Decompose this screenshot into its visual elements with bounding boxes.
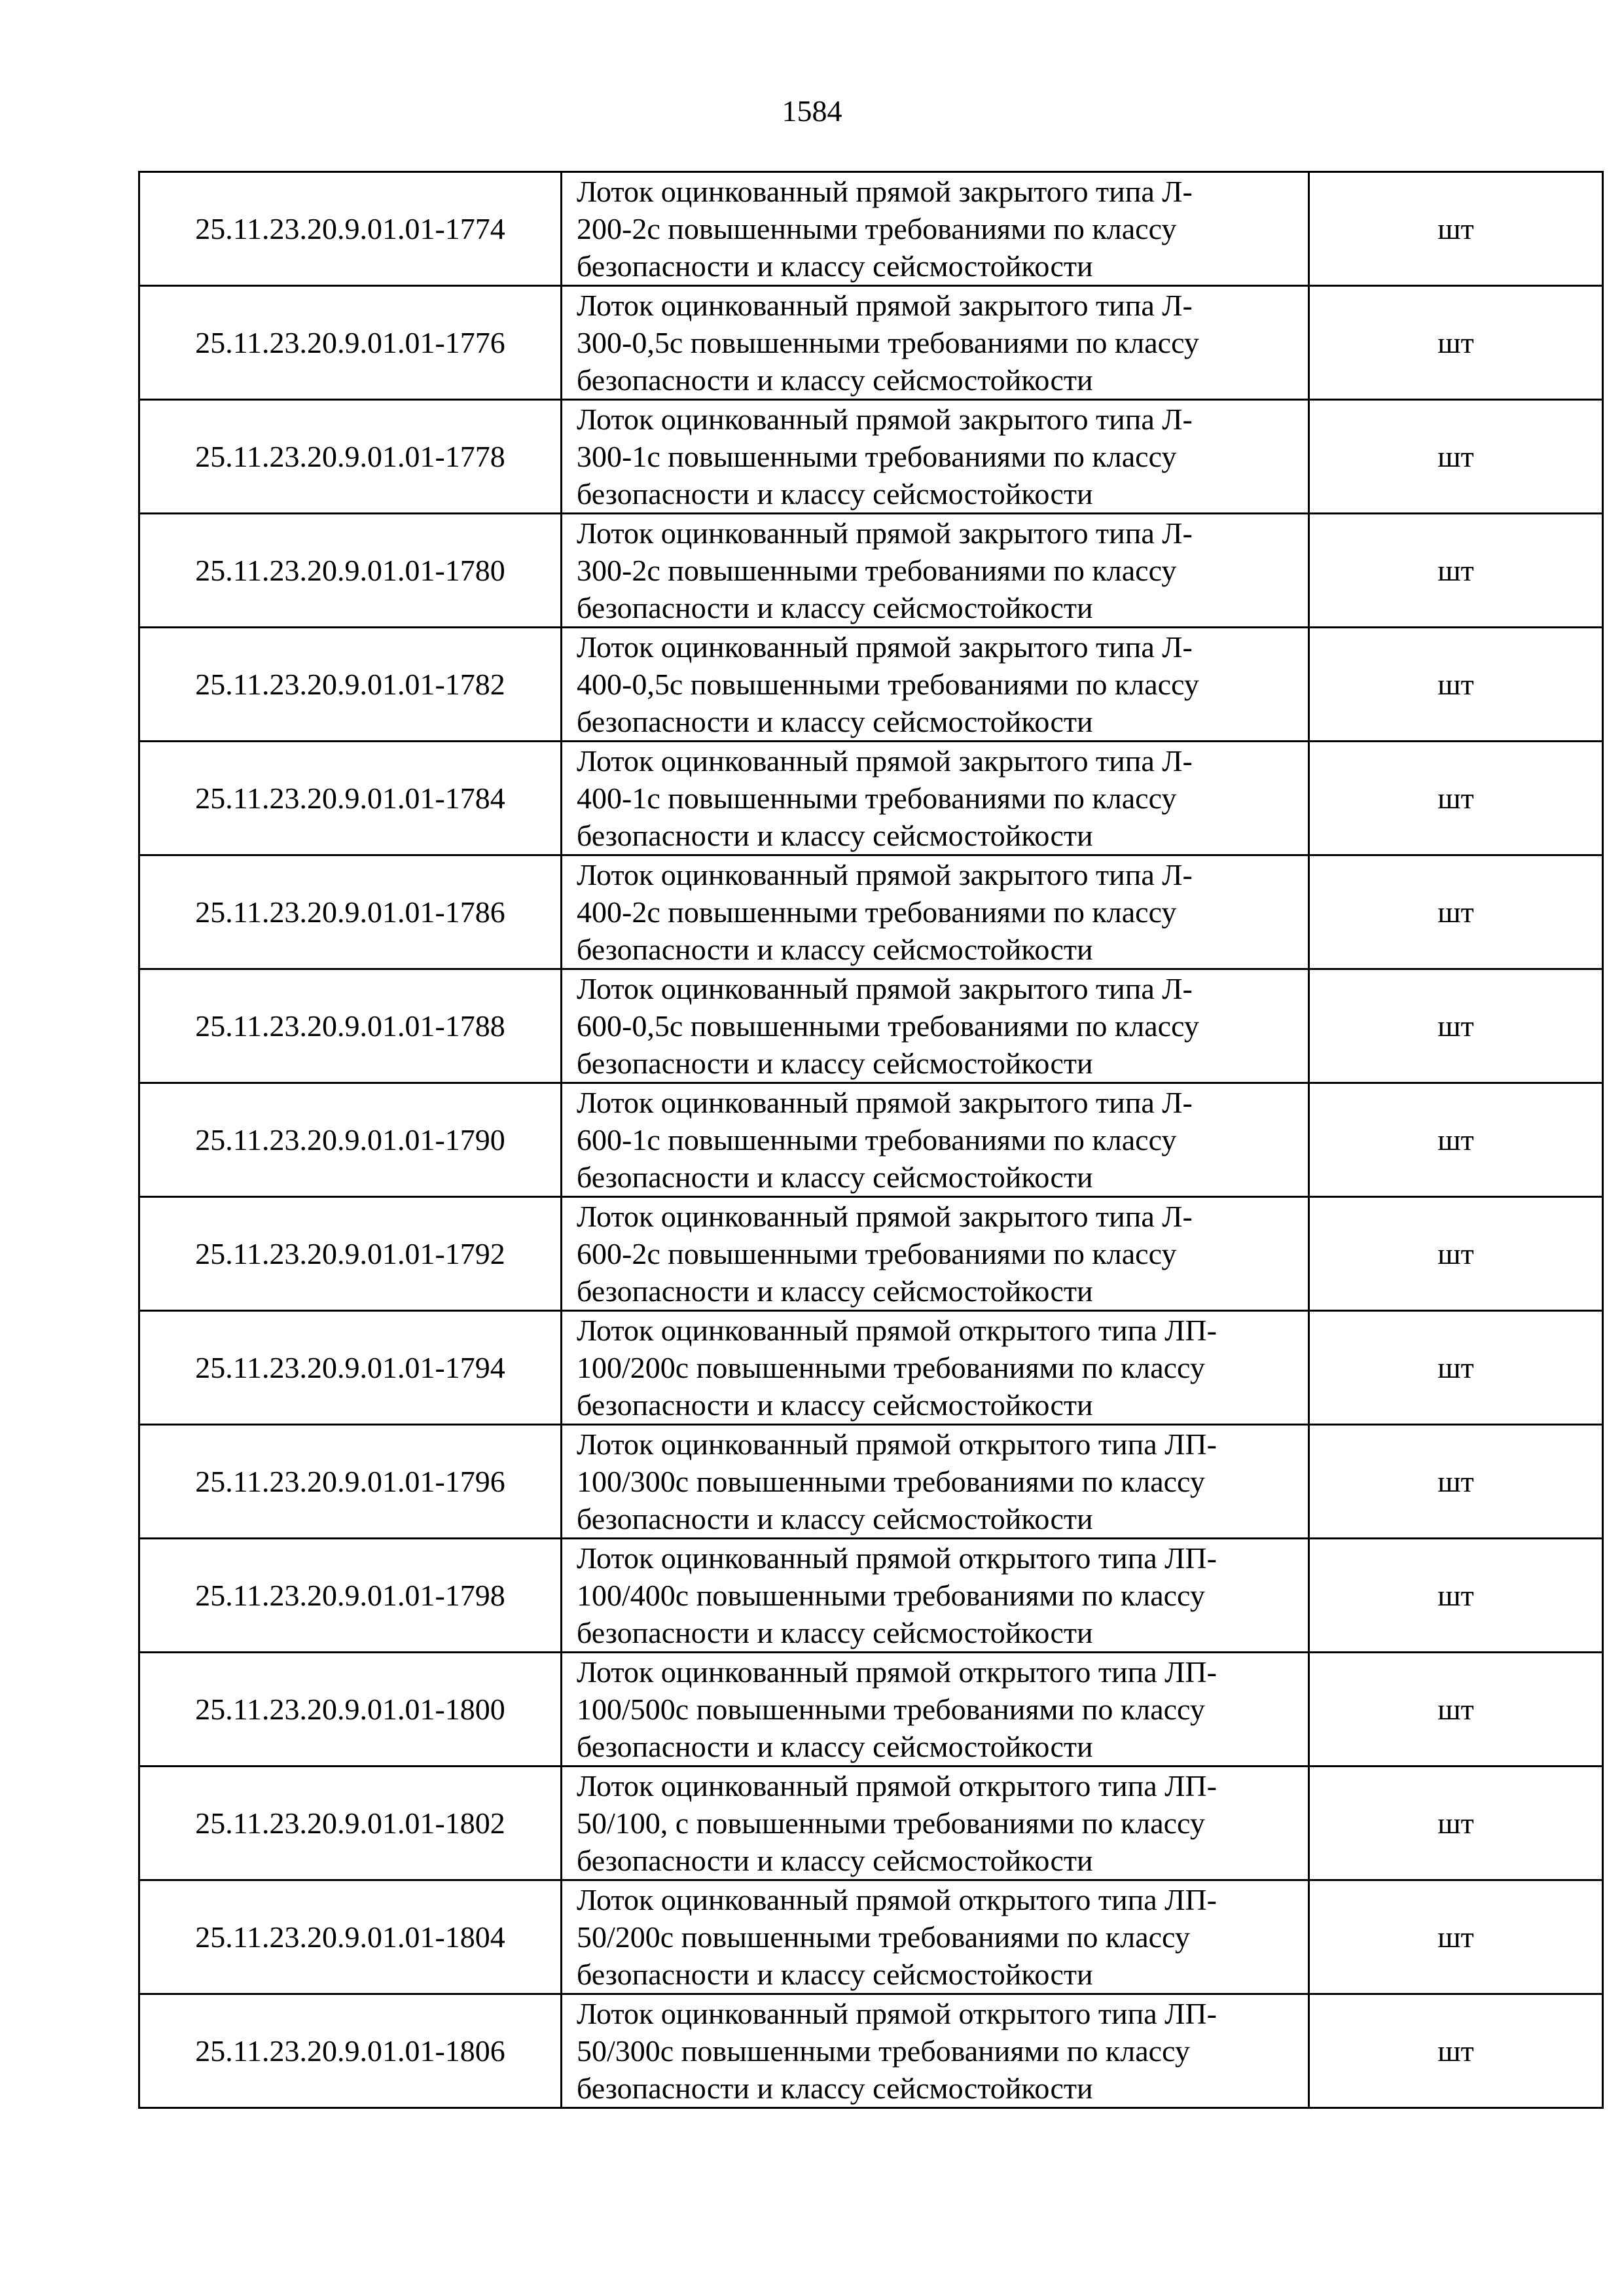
item-name-line: безопасности и классу сейсмостойкости <box>577 1844 1093 1877</box>
item-unit-cell: шт <box>1309 1880 1603 1994</box>
item-name-line: 300-1с повышенными требованиями по классу <box>577 440 1177 473</box>
item-name-line: безопасности и классу сейсмостойкости <box>577 819 1093 852</box>
item-unit-cell: шт <box>1309 742 1603 855</box>
item-name-line: безопасности и классу сейсмостойкости <box>577 1502 1093 1535</box>
table-row <box>139 1767 1603 1880</box>
item-code-cell: 25.11.23.20.9.01.01-1800 <box>139 1653 562 1767</box>
item-name-line: Лоток оцинкованный прямой открытого типа ЛП- <box>577 1541 1217 1575</box>
table-row <box>139 742 1603 855</box>
item-unit-cell: шт <box>1309 1653 1603 1767</box>
table-row <box>139 1425 1603 1539</box>
item-name-line: Лоток оцинкованный прямой закрытого типа Л- <box>577 1086 1193 1119</box>
table-row <box>139 1994 1603 2108</box>
item-unit-cell: шт <box>1309 400 1603 514</box>
item-name-line: безопасности и классу сейсмостойкости <box>577 933 1093 966</box>
table-row <box>139 855 1603 969</box>
table-row <box>139 1197 1603 1311</box>
table-row <box>139 628 1603 742</box>
item-name-cell <box>562 286 1309 400</box>
item-name-cell <box>562 1880 1309 1994</box>
item-name-line: безопасности и классу сейсмостойкости <box>577 1388 1093 1422</box>
table-row <box>139 286 1603 400</box>
table-row <box>139 969 1603 1083</box>
item-name-cell <box>562 1083 1309 1197</box>
item-name-line: безопасности и классу сейсмостойкости <box>577 249 1093 283</box>
page-number: 1584 <box>782 94 842 128</box>
table-row <box>139 1539 1603 1653</box>
item-name-cell <box>562 172 1309 286</box>
item-name-line: 600-0,5с повышенными требованиями по классу <box>577 1009 1199 1043</box>
item-name-line: 100/200с повышенными требованиями по классу <box>577 1351 1205 1384</box>
item-name-line: безопасности и классу сейсмостойкости <box>577 1047 1093 1080</box>
item-code-cell: 25.11.23.20.9.01.01-1796 <box>139 1425 562 1539</box>
item-name-line: безопасности и классу сейсмостойкости <box>577 705 1093 738</box>
item-name-line: безопасности и классу сейсмостойкости <box>577 1274 1093 1308</box>
item-name-line: Лоток оцинкованный прямой закрытого типа Л- <box>577 744 1193 778</box>
item-code-cell: 25.11.23.20.9.01.01-1794 <box>139 1311 562 1425</box>
item-name-cell <box>562 1197 1309 1311</box>
item-code-cell: 25.11.23.20.9.01.01-1798 <box>139 1539 562 1653</box>
item-name-line: безопасности и классу сейсмостойкости <box>577 1958 1093 1991</box>
item-name-cell <box>562 742 1309 855</box>
table-row <box>139 1653 1603 1767</box>
item-code-cell: 25.11.23.20.9.01.01-1802 <box>139 1767 562 1880</box>
item-unit-cell: шт <box>1309 1083 1603 1197</box>
item-name-cell <box>562 969 1309 1083</box>
item-name-cell <box>562 855 1309 969</box>
item-name-line: Лоток оцинкованный прямой открытого типа ЛП- <box>577 1883 1217 1916</box>
item-code-cell: 25.11.23.20.9.01.01-1780 <box>139 514 562 628</box>
item-unit-cell: шт <box>1309 172 1603 286</box>
item-name-line: Лоток оцинкованный прямой закрытого типа Л- <box>577 175 1193 208</box>
item-name-line: 400-2с повышенными требованиями по классу <box>577 895 1177 929</box>
item-unit-cell: шт <box>1309 1197 1603 1311</box>
item-name-line: 100/300с повышенными требованиями по классу <box>577 1465 1205 1498</box>
item-code-cell: 25.11.23.20.9.01.01-1786 <box>139 855 562 969</box>
item-code-cell: 25.11.23.20.9.01.01-1782 <box>139 628 562 742</box>
item-name-line: 100/400с повышенными требованиями по классу <box>577 1579 1205 1612</box>
item-unit-cell: шт <box>1309 514 1603 628</box>
item-code-cell: 25.11.23.20.9.01.01-1778 <box>139 400 562 514</box>
item-name-line: Лоток оцинкованный прямой открытого типа ЛП- <box>577 1769 1217 1803</box>
item-name-line: 600-2с повышенными требованиями по классу <box>577 1237 1177 1270</box>
item-code-cell: 25.11.23.20.9.01.01-1784 <box>139 742 562 855</box>
item-name-line: безопасности и классу сейсмостойкости <box>577 477 1093 511</box>
item-name-line: безопасности и классу сейсмостойкости <box>577 1730 1093 1763</box>
item-unit-cell: шт <box>1309 1539 1603 1653</box>
item-name-line: 200-2с повышенными требованиями по классу <box>577 212 1177 245</box>
item-name-cell <box>562 1311 1309 1425</box>
item-code-cell: 25.11.23.20.9.01.01-1790 <box>139 1083 562 1197</box>
item-name-line: Лоток оцинкованный прямой закрытого типа Л- <box>577 1200 1193 1233</box>
item-unit-cell: шт <box>1309 286 1603 400</box>
table-body <box>139 172 1603 2108</box>
item-code-cell: 25.11.23.20.9.01.01-1788 <box>139 969 562 1083</box>
item-name-line: Лоток оцинкованный прямой открытого типа ЛП- <box>577 1427 1217 1461</box>
item-name-line: 100/500с повышенными требованиями по классу <box>577 1693 1205 1726</box>
table-row <box>139 172 1603 286</box>
item-name-cell <box>562 1425 1309 1539</box>
item-unit-cell: шт <box>1309 1425 1603 1539</box>
item-name-line: 50/300с повышенными требованиями по классу <box>577 2034 1190 2068</box>
item-name-cell <box>562 1767 1309 1880</box>
item-code-cell: 25.11.23.20.9.01.01-1804 <box>139 1880 562 1994</box>
item-name-line: безопасности и классу сейсмостойкости <box>577 363 1093 397</box>
item-name-line: Лоток оцинкованный прямой закрытого типа Л- <box>577 630 1193 664</box>
item-name-cell <box>562 628 1309 742</box>
item-name-line: Лоток оцинкованный прямой закрытого типа Л- <box>577 972 1193 1005</box>
item-name-line: 600-1с повышенными требованиями по классу <box>577 1123 1177 1157</box>
table-row <box>139 514 1603 628</box>
item-name-line: Лоток оцинкованный прямой закрытого типа Л- <box>577 858 1193 891</box>
item-name-line: безопасности и классу сейсмостойкости <box>577 591 1093 624</box>
item-name-line: безопасности и классу сейсмостойкости <box>577 2072 1093 2105</box>
table-row <box>139 1880 1603 1994</box>
item-name-cell <box>562 400 1309 514</box>
item-name-line: 400-0,5с повышенными требованиями по классу <box>577 668 1199 701</box>
item-unit-cell: шт <box>1309 969 1603 1083</box>
item-unit-cell: шт <box>1309 1311 1603 1425</box>
item-name-line: Лоток оцинкованный прямой закрытого типа Л- <box>577 289 1193 322</box>
table-row <box>139 400 1603 514</box>
item-name-cell <box>562 1539 1309 1653</box>
item-code-cell: 25.11.23.20.9.01.01-1776 <box>139 286 562 400</box>
item-name-line: 50/100, с повышенными требованиями по классу <box>577 1806 1205 1840</box>
table-row <box>139 1083 1603 1197</box>
item-code-cell: 25.11.23.20.9.01.01-1774 <box>139 172 562 286</box>
table-row <box>139 1311 1603 1425</box>
item-name-line: 400-1с повышенными требованиями по классу <box>577 781 1177 815</box>
item-name-line: Лоток оцинкованный прямой закрытого типа Л- <box>577 516 1193 550</box>
item-name-line: Лоток оцинкованный прямой закрытого типа Л- <box>577 403 1193 436</box>
items-table <box>138 171 1604 2109</box>
item-unit-cell: шт <box>1309 1994 1603 2108</box>
item-name-line: Лоток оцинкованный прямой открытого типа ЛП- <box>577 1655 1217 1689</box>
item-name-line: безопасности и классу сейсмостойкости <box>577 1160 1093 1194</box>
item-name-line: Лоток оцинкованный прямой открытого типа ЛП- <box>577 1314 1217 1347</box>
item-name-line: 50/200с повышенными требованиями по классу <box>577 1920 1190 1954</box>
item-name-cell <box>562 1653 1309 1767</box>
item-name-line: безопасности и классу сейсмостойкости <box>577 1616 1093 1649</box>
item-unit-cell: шт <box>1309 855 1603 969</box>
item-unit-cell: шт <box>1309 1767 1603 1880</box>
item-code-cell: 25.11.23.20.9.01.01-1806 <box>139 1994 562 2108</box>
item-name-cell <box>562 1994 1309 2108</box>
item-name-line: 300-2с повышенными требованиями по классу <box>577 554 1177 587</box>
item-name-line: 300-0,5с повышенными требованиями по классу <box>577 326 1199 359</box>
item-code-cell: 25.11.23.20.9.01.01-1792 <box>139 1197 562 1311</box>
item-unit-cell: шт <box>1309 628 1603 742</box>
item-name-line: Лоток оцинкованный прямой открытого типа ЛП- <box>577 1997 1217 2030</box>
item-name-cell <box>562 514 1309 628</box>
